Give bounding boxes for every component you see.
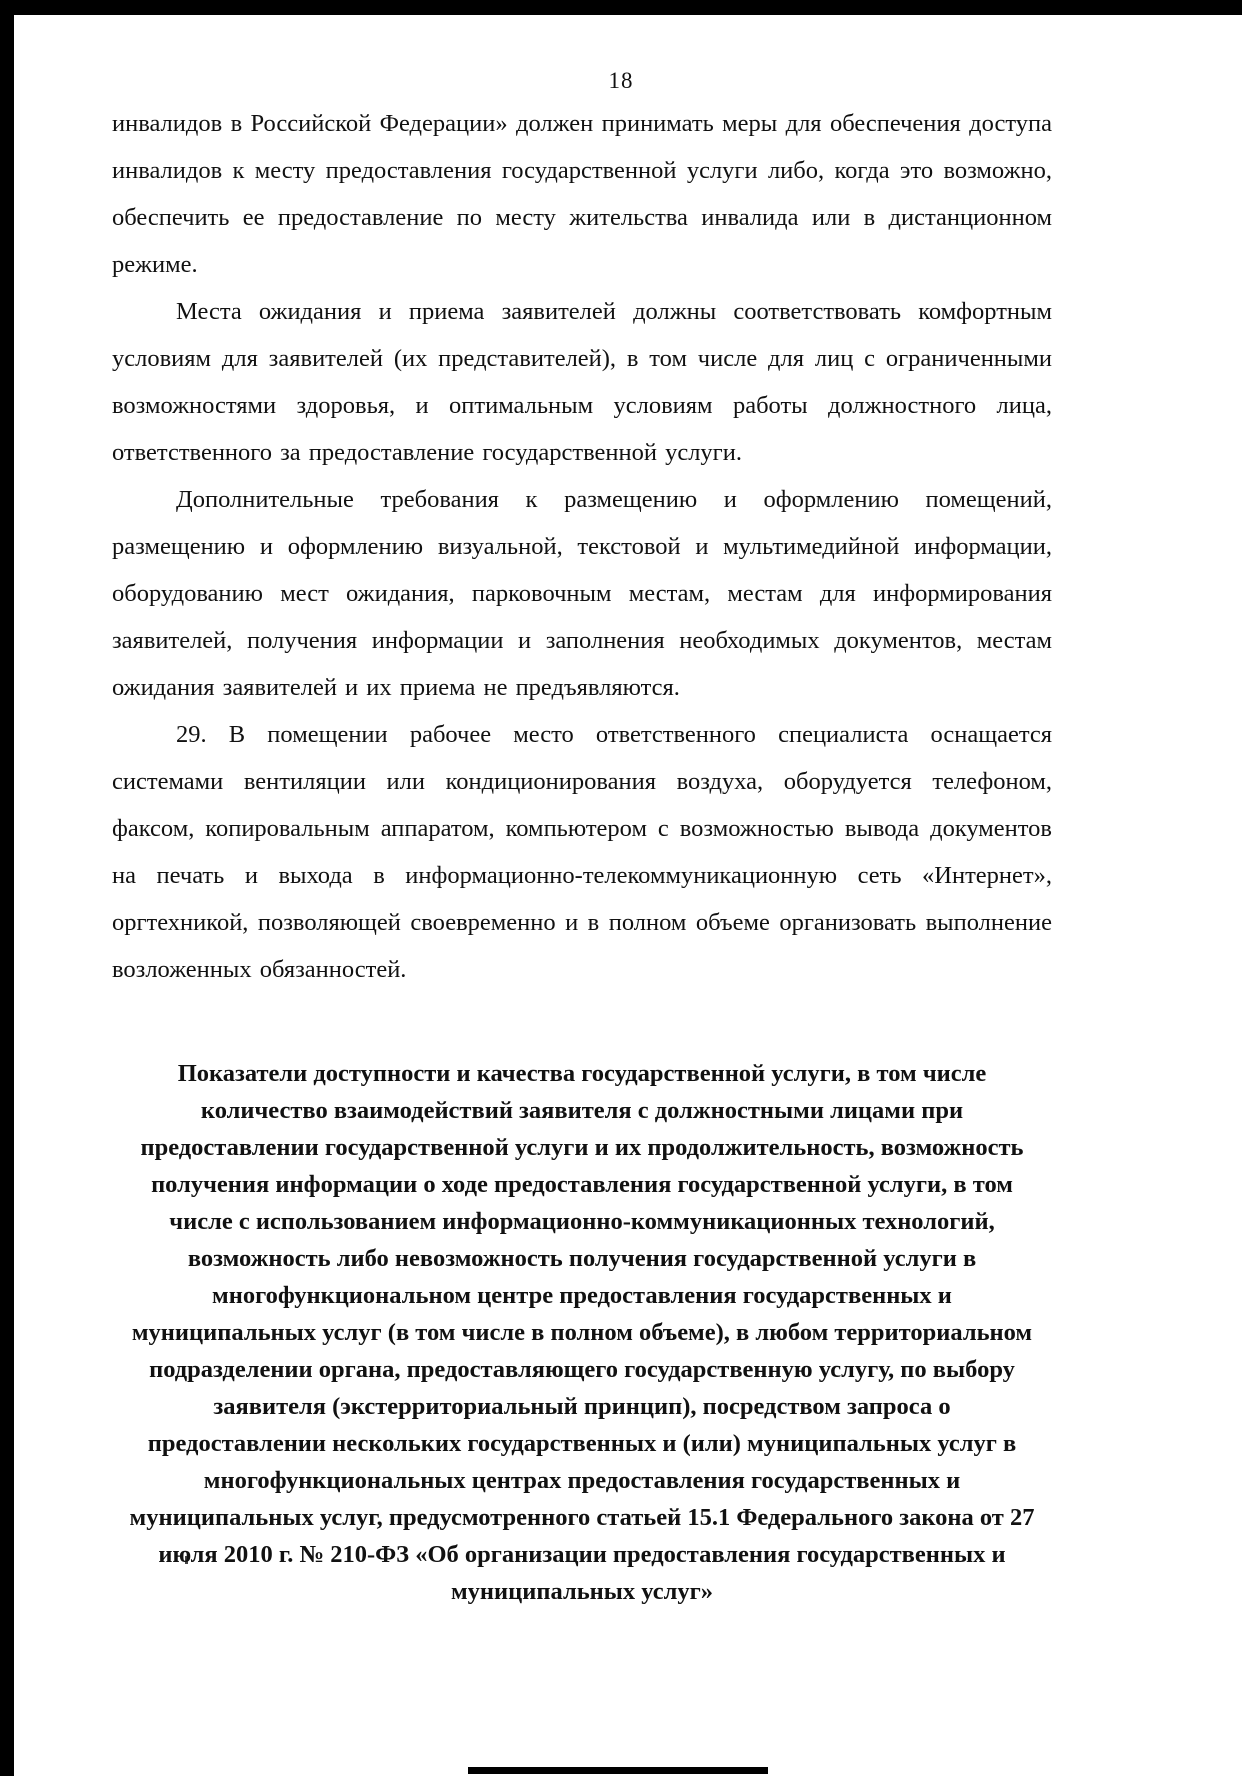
section-heading: Показатели доступности и качества государственной услуги, в том числе количество взаимодействий заявителя с должностными лицами при предоставлении государственной услуги и их продолжительность, возможность получения информации о ходе предоставления государственной услуги, в том числе с использованием информационно-коммуникационных технологий, возможность либо невозможность получения государственной услуги в многофункциональном центре предоставления государственных и муниципальных услуг (в том числе в полном объеме), в любом территориальном подразделении органа, предоставляющего государственную услугу, по выбору заявителя (экстерриториальный принцип), посредством запроса о предоставлении нескольких государственных и (или) муниципальных услуг в многофункциональных центрах предоставления государственных и муниципальных услуг, предусмотренного статьей 15.1 Федерального закона от 27 июля 2010 г. № 210-ФЗ «Об организации предоставления государственных и муниципальных услуг» <box>129 1060 1035 1605</box>
body-paragraph: Места ожидания и приема заявителей должны соответствовать комфортным условиям для заявителей (их представителей), в том числе для лиц с ограниченными возможностями здоровья, и оптимальным условиям работы должностного лица, ответственного за предоставление государственной услуги. <box>112 298 1052 466</box>
scan-edge-top <box>0 0 1242 15</box>
body-paragraph: 29. В помещении рабочее место ответственного специалиста оснащается системами вентиляции или кондиционирования воздуха, оборудуется телефоном, факсом, копировальным аппаратом, компьютером с возможностью вывода документов на печать и выхода в информационно-телекоммуникационную сеть «Интернет», оргтехникой, позволяющей своевременно и в полном объеме организовать выполнение возложенных обязанностей. <box>112 721 1052 983</box>
page-number: 18 <box>608 68 634 93</box>
body-paragraph: инвалидов в Российской Федерации» должен принимать меры для обеспечения доступа инвалидов к месту предоставления государственной услуги либо, когда это возможно, обеспечить ее предоставление по месту жительства инвалида или в дистанционном режиме. <box>112 110 1052 278</box>
page-content <box>112 100 1052 1610</box>
scan-edge-left <box>0 0 14 1776</box>
scan-mark-bottom <box>468 1767 768 1774</box>
body-paragraph: Дополнительные требования к размещению и оформлению помещений, размещению и оформлению визуальной, текстовой и мультимедийной информации, оборудованию мест ожидания, парковочным местам, местам для информирования заявителей, получения информации и заполнения необходимых документов, местам ожидания заявителей и их приема не предъявляются. <box>112 486 1052 701</box>
